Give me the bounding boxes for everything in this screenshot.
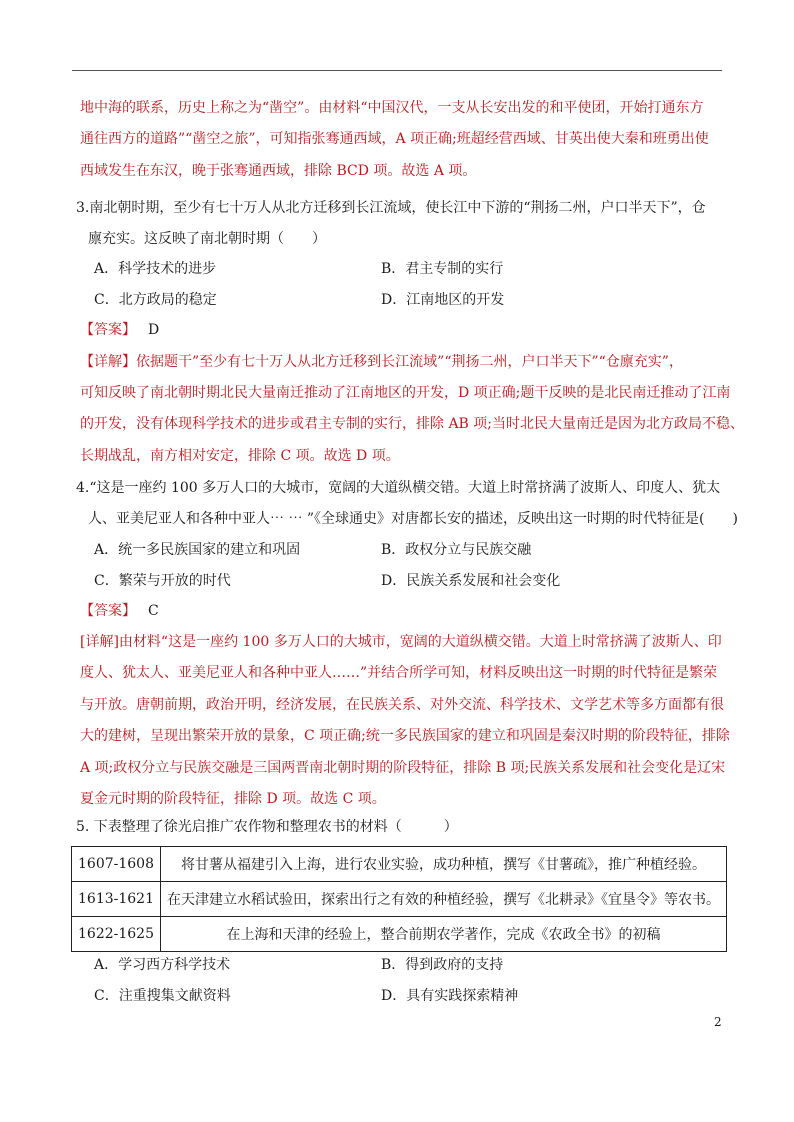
q3-stem-line-1: 3.南北朝时期，至少有七十万人从北方迁移到长江流域，使长江中下游的“荆扬二州，户口半天下”，仓 bbox=[76, 200, 706, 216]
q2-explanation-line-3: 西域发生在东汉，晚于张骞通西域，排除 BCD 项。故选 A 项。 bbox=[80, 163, 477, 179]
q3-option-c: C．北方政局的稳定 bbox=[94, 292, 217, 308]
q3-detail-line-3: 的开发，没有体现科学技术的进步或君主专制的实行，排除 AB 项;当时北民大量南迁是因为北方政局不稳、 bbox=[80, 416, 745, 432]
q4-option-c: C．繁荣与开放的时代 bbox=[94, 573, 231, 589]
q5-option-d: D．具有实践探索精神 bbox=[381, 988, 519, 1004]
q4-detail-line-3: 与开放。唐朝前期，政治开明，经济发展，在民族关系、对外交流、科学技术、文学艺术等多方面都有很 bbox=[80, 697, 724, 713]
q3-answer-value: D bbox=[148, 322, 160, 338]
table-cell-years: 1607-1608 bbox=[72, 847, 161, 882]
q3-answer bbox=[80, 320, 159, 340]
table-cell-years: 1613-1621 bbox=[72, 882, 161, 917]
q3-stem-line-2: 廪充实。这反映了南北朝时期（ ） bbox=[88, 231, 326, 247]
q5-stem: 5. 下表整理了徐光启推广农作物和整理农书的材料（ ） bbox=[76, 819, 458, 835]
q3-answer-tag: 【答案】 bbox=[80, 322, 136, 338]
q5-option-b: B．得到政府的支持 bbox=[381, 957, 504, 973]
page-number: 2 bbox=[714, 1015, 722, 1029]
q3-detail-line-2: 可知反映了南北朝时期北民大量南迁推动了江南地区的开发，D 项正确;题干反映的是北民南迁推动了江南 bbox=[80, 385, 731, 401]
q4-stem-line-1: 4.“这是一座约 100 多万人口的大城市，宽阔的大道纵横交错。大道上时常挤满了波斯人、印度人、犹太 bbox=[76, 480, 721, 496]
q4-answer-value: C bbox=[148, 603, 159, 619]
table-row bbox=[72, 882, 727, 917]
q4-detail-line-1: [详解]由材料“这是一座约 100 多万人口的大城市，宽阔的大道纵横交错。大道上时常挤满了波斯人、印 bbox=[80, 634, 722, 650]
table-cell-description: 在上海和天津的经验上，整合前期农学著作，完成《农政全书》的初稿 bbox=[161, 917, 727, 952]
q3-detail-line-1: 【详解】依据题干”至少有七十万人从北方迁移到长江流域”“荆扬二州，户口半天下”“仓廪充实”， bbox=[80, 354, 683, 370]
q4-answer-tag: 【答案】 bbox=[80, 603, 136, 619]
q3-option-b: B．君主专制的实行 bbox=[381, 261, 504, 277]
q3-detail-line-4: 长期战乱，南方相对安定，排除 C 项。故选 D 项。 bbox=[80, 448, 400, 464]
q4-stem-line-2: 人、亚美尼亚人和各种中亚人⋯ ⋯ ”《全球通史》对唐都长安的描述，反映出这一时期的时代特征是( ) bbox=[88, 511, 738, 527]
table-cell-years: 1622-1625 bbox=[72, 917, 161, 952]
q3-option-d: D．江南地区的开发 bbox=[381, 292, 505, 308]
table-cell-description: 在天津建立水稻试验田，探索出行之有效的种植经验，撰写《北耕录》《宜垦令》等农书。 bbox=[161, 882, 727, 917]
q4-detail-line-5: A 项;政权分立与民族交融是三国两晋南北朝时期的阶段特征，排除 B 项;民族关系发展和社会变化是辽宋 bbox=[80, 760, 726, 776]
q5-option-c: C．注重搜集文献资料 bbox=[94, 988, 231, 1004]
q4-option-d: D．民族关系发展和社会变化 bbox=[381, 573, 561, 589]
table-cell-description: 将甘薯从福建引入上海，进行农业实验，成功种植，撰写《甘薯疏》，推广种植经验。 bbox=[161, 847, 727, 882]
q4-detail-line-2: 度人、犹太人、亚美尼亚人和各种中亚人……”并结合所学可知，材料反映出这一时期的时代特征是繁荣 bbox=[80, 665, 718, 681]
q4-option-b: B．政权分立与民族交融 bbox=[381, 542, 532, 558]
table-row bbox=[72, 847, 727, 882]
q2-explanation-line-2: 通往西方的道路”“凿空之旅”，可知指张骞通西域，A 项正确;班超经营西域、甘英出使大秦和班勇出使 bbox=[80, 131, 709, 147]
table-row bbox=[72, 917, 727, 952]
header-rule bbox=[72, 70, 722, 71]
q4-detail-line-4: 大的建树，呈现出繁荣开放的景象，C 项正确;统一多民族国家的建立和巩固是秦汉时期的阶段特征，排除 bbox=[80, 728, 730, 744]
q5-table bbox=[71, 846, 727, 952]
q4-detail-line-6: 夏金元时期的阶段特征，排除 D 项。故选 C 项。 bbox=[80, 791, 386, 807]
q2-explanation-line-1: 地中海的联系，历史上称之为“凿空”。由材料“中国汉代，一支从长安出发的和平使团，开始打通东方 bbox=[80, 100, 704, 116]
q3-option-a: A．科学技术的进步 bbox=[94, 261, 217, 277]
q4-option-a: A．统一多民族国家的建立和巩固 bbox=[94, 542, 301, 558]
q4-answer bbox=[80, 601, 159, 621]
q5-option-a: A．学习西方科学技术 bbox=[94, 957, 231, 973]
